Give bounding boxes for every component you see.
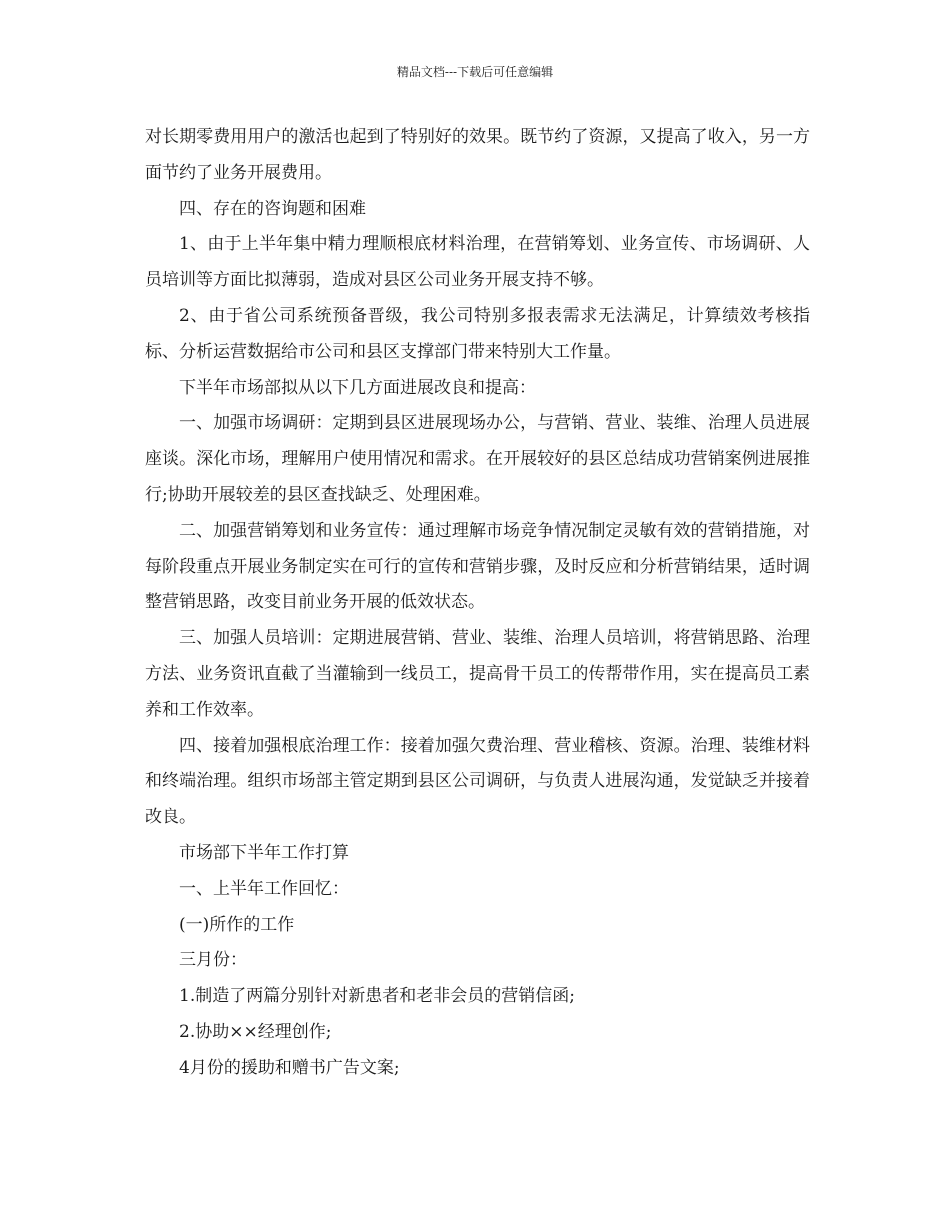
paragraph: 三月份： [179, 950, 247, 971]
paragraph: 1、由于上半年集中精力理顺根底材料治理，在营销筹划、业务宣传、市场调研、人员培训等方面比拟薄弱，造成对县区公司业务开展支持不够。 [145, 234, 810, 291]
paragraph: (一)所作的工作 [179, 914, 295, 935]
paragraph: 四、存在的咨询题和困难 [179, 198, 366, 219]
paragraph: 一、上半年工作回忆： [179, 878, 349, 899]
document-body [145, 120, 810, 1087]
paragraph: 一、加强市场调研：定期到县区进展现场办公，与营销、营业、装维、治理人员进展座谈。深化市场，理解用户使用情况和需求。在开展较好的县区总结成功营销案例进展推行;协助开展较差的县区查找缺乏、处理困难。 [145, 413, 810, 505]
paragraph: 二、加强营销筹划和业务宣传：通过理解市场竞争情况制定灵敏有效的营销措施，对每阶段重点开展业务制定实在可行的宣传和营销步骤，及时反应和分析营销结果，适时调整营销思路，改变目前业务开展的低效状态。 [145, 520, 810, 613]
paragraph: 四、接着加强根底治理工作：接着加强欠费治理、营业稽核、资源。治理、装维材料和终端治理。组织市场部主管定期到县区公司调研，与负责人进展沟通，发觉缺乏并接着改良。 [145, 735, 810, 828]
paragraph: 下半年市场部拟从以下几方面进展改良和提高： [179, 377, 536, 398]
paragraph: 1.制造了两篇分别针对新患者和老非会员的营销信函; [179, 986, 575, 1007]
paragraph: 2、由于省公司系统预备晋级，我公司特别多报表需求无法满足，计算绩效考核指标、分析运营数据给市公司和县区支撑部门带来特别大工作量。 [145, 305, 810, 362]
paragraph: 市场部下半年工作打算 [179, 842, 349, 863]
paragraph: 对长期零费用用户的激活也起到了特别好的效果。既节约了资源，又提高了收入，另一方面节约了业务开展费用。 [145, 127, 810, 183]
paragraph: 2.协助××经理创作; [179, 1021, 332, 1042]
paragraph: 三、加强人员培训：定期进展营销、营业、装维、治理人员培训，将营销思路、治理方法、业务资讯直截了当灌输到一线员工，提高骨干员工的传帮带作用，实在提高员工素养和工作效率。 [145, 628, 810, 720]
page-header: 精品文档---下载后可任意编辑 [396, 65, 554, 79]
paragraph: 4月份的援助和赠书广告文案; [179, 1057, 400, 1078]
